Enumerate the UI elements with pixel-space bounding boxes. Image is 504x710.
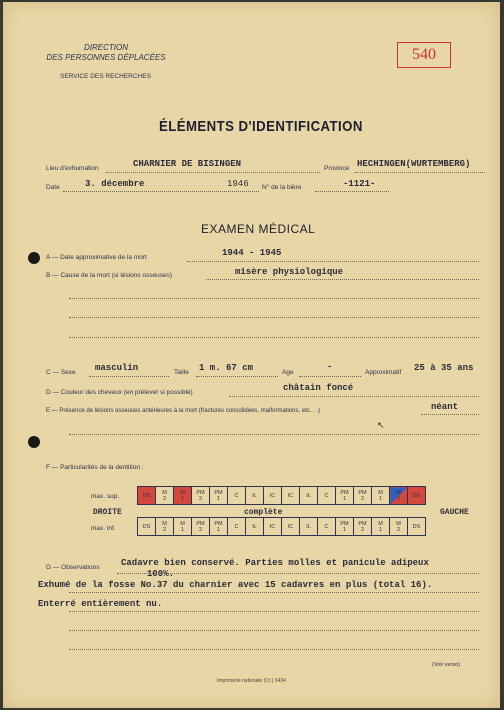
tooth-code: M (180, 489, 185, 496)
lower-tooth-cell (228, 518, 246, 536)
item-b-dotline-2 (69, 298, 479, 299)
lower-tooth-cell (192, 518, 210, 536)
item-c-sexe-dotline (89, 376, 169, 377)
observations-dotline-3 (69, 611, 479, 612)
lower-tooth-cell (300, 518, 318, 536)
tooth-code: M (378, 489, 383, 496)
tooth-index: 2 (198, 495, 203, 502)
tooth-code: IC (269, 523, 276, 530)
upper-tooth-cell (354, 487, 372, 505)
tooth-index: 2 (162, 526, 167, 533)
item-a-dotline (187, 261, 479, 262)
lower-tooth-cell (210, 518, 228, 536)
item-d-dotline (229, 396, 479, 397)
item-e-value: néant (431, 402, 459, 412)
tooth-index: 1 (216, 526, 221, 533)
observations-dotline-4 (69, 630, 479, 631)
tooth-index: 1 (216, 495, 221, 502)
tooth-code: PM (214, 489, 223, 496)
observations-dotline-2 (69, 592, 479, 593)
item-c-taille-label: Taille (174, 369, 189, 376)
item-c-approx-label: Approximatif (365, 369, 402, 376)
upper-tooth-cell (156, 487, 174, 505)
item-a-value: 1944 - 1945 (222, 248, 282, 258)
lower-tooth-cell (336, 518, 354, 536)
tooth-code: PM (358, 489, 367, 496)
upper-tooth-cell (228, 487, 246, 505)
observations-dotline-5 (69, 649, 479, 650)
tooth-index: 2 (360, 495, 365, 502)
lieu-value: CHARNIER DE BISINGEN (133, 159, 242, 169)
province-label: Province (324, 165, 350, 172)
upper-tooth-cell (336, 487, 354, 505)
lower-tooth-cell (390, 518, 408, 536)
lower-tooth-cell (282, 518, 300, 536)
province-value: HECHINGEN(WURTEMBERG) (357, 159, 471, 169)
droite-label: DROITE (93, 508, 122, 517)
lieu-dotline (106, 172, 320, 173)
item-f-label: F — Particularités de la dentition : (46, 464, 144, 471)
observations-line-2: Exhumé de la fosse No.37 du charnier avec 15 cadavres en plus (total 16). (38, 580, 433, 590)
tooth-code: IC (269, 492, 276, 499)
tooth-code: DS (412, 523, 421, 530)
tooth-code: M (180, 520, 185, 527)
lieu-label: Lieu d'exhumation (46, 165, 99, 172)
tooth-index: 2 (396, 526, 401, 533)
item-b-label: B — Cause de la mort (si lésions osseuses) (46, 272, 173, 279)
punch-hole-2 (28, 436, 40, 448)
upper-tooth-cell (318, 487, 336, 505)
document-number-stamp: 540 (397, 42, 451, 68)
tooth-code: PM (358, 520, 367, 527)
biere-dotline (315, 191, 389, 192)
date-value: 3. décembre (85, 179, 145, 189)
lower-teeth-chart (137, 517, 426, 536)
tooth-code: IL (252, 492, 257, 499)
tooth-index: 1 (342, 526, 347, 533)
observations-line-1: Cadavre bien conservé. Parties molles et panicule adipeux (121, 558, 429, 568)
lower-tooth-cell (138, 518, 156, 536)
item-c-taille-value: 1 m. 67 cm (199, 363, 254, 373)
upper-tooth-cell (246, 487, 264, 505)
upper-tooth-cell (174, 487, 192, 505)
upper-tooth-cell (138, 487, 156, 505)
tooth-code: IL (252, 523, 257, 530)
tooth-index: 1 (180, 526, 185, 533)
tooth-code: DS (142, 492, 151, 499)
observations-label: G — Observations (46, 564, 100, 571)
upper-tooth-cell (210, 487, 228, 505)
lower-tooth-cell (354, 518, 372, 536)
lower-tooth-cell (408, 518, 426, 536)
tooth-index: 1 (180, 495, 185, 502)
tooth-code: DS (142, 523, 151, 530)
item-c-sexe-value: masculin (95, 363, 139, 373)
tooth-code: PM (196, 489, 205, 496)
exam-title: EXAMEN MÉDICAL (201, 222, 316, 236)
tooth-index: 1 (378, 526, 383, 533)
date-dotline (63, 191, 259, 192)
item-e-dotline (421, 414, 479, 415)
item-b-dotline-4 (69, 337, 479, 338)
tooth-code: DS (412, 492, 421, 499)
tooth-code: M (378, 520, 383, 527)
tooth-code: PM (214, 520, 223, 527)
tooth-index: 2 (360, 526, 365, 533)
tooth-code: PM (196, 520, 205, 527)
item-c-age-value: - (327, 362, 333, 372)
tooth-index: 2 (162, 495, 167, 502)
lower-tooth-cell (372, 518, 390, 536)
document-page (3, 2, 500, 708)
upper-tooth-cell (372, 487, 390, 505)
tooth-index: 1 (342, 495, 347, 502)
tooth-code: C (234, 492, 239, 499)
item-c-age-dotline (299, 376, 361, 377)
item-e-dotline-2 (69, 434, 479, 435)
lower-tooth-cell (156, 518, 174, 536)
tooth-index: 2 (396, 495, 401, 502)
biere-label: N° de la bière (262, 184, 302, 191)
observations-line-3: Enterré entièrement nu. (38, 599, 163, 609)
upper-tooth-cell (300, 487, 318, 505)
upper-teeth-chart (137, 486, 426, 505)
max-inf-label: max. inf. (91, 525, 116, 532)
year-value: 1946 (227, 179, 249, 189)
header-line-2: DES PERSONNES DÉPLACÉES (46, 53, 166, 62)
tooth-code: M (396, 520, 401, 527)
tooth-code: IL (306, 523, 311, 530)
item-c-age-label: Age (282, 369, 294, 376)
tooth-code: PM (340, 489, 349, 496)
upper-tooth-cell (408, 487, 426, 505)
header-service: SERVICE DES RECHERCHES (60, 73, 151, 80)
biere-value: -1121- (343, 179, 376, 189)
max-sup-label: max. sup. (91, 493, 120, 500)
item-d-label: D — Couleur des cheveux (en prélever si possible) (46, 389, 193, 396)
tooth-code: PM (340, 520, 349, 527)
upper-tooth-cell (264, 487, 282, 505)
province-dotline (355, 172, 485, 173)
tooth-code: IL (306, 492, 311, 499)
item-c-sexe-label: C — Sexe (46, 369, 76, 376)
page-title: ÉLÉMENTS D'IDENTIFICATION (159, 118, 363, 135)
upper-tooth-cell (192, 487, 210, 505)
lower-tooth-cell (318, 518, 336, 536)
tooth-code: M (162, 520, 167, 527)
voir-verso: (Voir verso) (432, 662, 461, 668)
item-e-label: E — Présence de lésions osseuses antérieures à la mort (fractures consolidées, malformations, etc. . .) (46, 408, 321, 414)
tooth-code: C (324, 523, 329, 530)
item-b-dotline (206, 279, 479, 280)
item-b-value: misère physiologique (235, 267, 344, 277)
header-line-1: DIRECTION (84, 43, 128, 52)
item-a-label: A — Date approximative de la mort (46, 254, 147, 261)
date-label: Date (46, 184, 60, 191)
tooth-code: C (324, 492, 329, 499)
item-c-approx-value: 25 à 35 ans (414, 363, 474, 373)
complete-value: complète (244, 508, 283, 517)
upper-tooth-cell (282, 487, 300, 505)
gauche-label: GAUCHE (440, 508, 469, 517)
upper-tooth-cell (390, 487, 408, 505)
lower-tooth-cell (174, 518, 192, 536)
lower-tooth-cell (246, 518, 264, 536)
observations-line-1b: 100%. (147, 569, 175, 579)
tooth-index: 1 (378, 495, 383, 502)
tooth-code: M (162, 489, 167, 496)
lower-tooth-cell (264, 518, 282, 536)
punch-hole (28, 252, 40, 264)
item-d-value: châtain foncé (283, 383, 354, 393)
tooth-code: IC (287, 492, 294, 499)
item-c-taille-dotline (196, 376, 278, 377)
tooth-code: IC (287, 523, 294, 530)
header-direction (36, 43, 176, 63)
tooth-code: M (396, 489, 401, 496)
item-b-dotline-3 (69, 317, 479, 318)
stray-mark: ↖ (377, 420, 385, 430)
tooth-code: C (234, 523, 239, 530)
observations-dotline-1 (117, 573, 479, 574)
imprimerie-footer: Imprimerie nationale (Cr.) 3434 (217, 678, 286, 684)
tooth-index: 2 (198, 526, 203, 533)
